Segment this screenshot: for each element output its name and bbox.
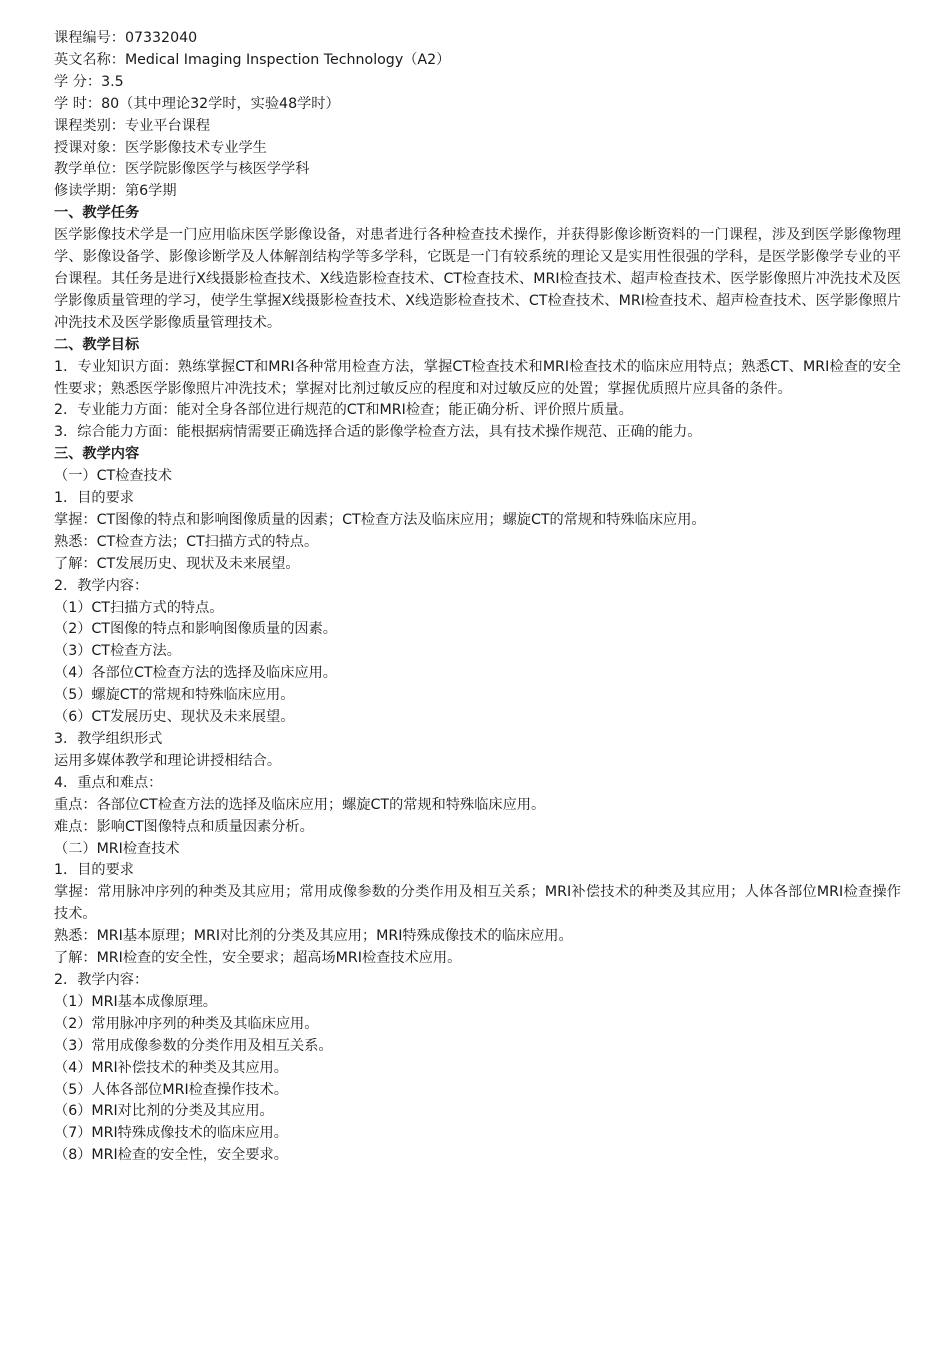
ct-understand: 了解：CT发展历史、现状及未来展望。 [54, 555, 300, 572]
ct-key-heading: 4．重点和难点： [54, 774, 163, 791]
hours: 学 时：80（其中理论32学时，实验48学时） [54, 95, 340, 112]
list-item: （7）MRI特殊成像技术的临床应用。 [54, 1125, 288, 1142]
ct-organization-heading: 3．教学组织形式 [54, 731, 163, 747]
list-item: （6）CT发展历史、现状及未来展望。 [54, 709, 295, 726]
mri-requirements-heading: 1．目的要求 [54, 862, 134, 879]
audience: 授课对象：医学影像技术专业学生 [54, 139, 267, 156]
goal-knowledge: 1．专业知识方面：熟练掌握CT和MRI各种常用检查方法，掌握CT检查技术和MRI检查技术的临床应用特点；熟悉CT、MRI检查的安全性要求；熟悉医学影像照片冲洗技术；掌握对比剂过敏反应的程度和对过敏反应的处置；掌握优质照片应具备的条件。 [54, 358, 901, 397]
ct-requirements-heading: 1．目的要求 [54, 490, 134, 507]
ct-master: 掌握：CT图像的特点和影响图像质量的因素；CT检查方法及临床应用；螺旋CT的常规和特殊临床应用。 [54, 511, 706, 528]
ct-organization-body: 运用多媒体教学和理论讲授相结合。 [54, 752, 282, 769]
section-heading-teaching-goals: 二、教学目标 [54, 336, 140, 353]
credits: 学 分：3.5 [54, 73, 124, 90]
ct-subsection-title: （一）CT检查技术 [54, 468, 172, 485]
teaching-unit: 教学单位：医学院影像医学与核医学学科 [54, 161, 310, 178]
semester: 修读学期：第6学期 [54, 183, 177, 200]
list-item: （2）常用脉冲序列的种类及其临床应用。 [54, 1015, 319, 1032]
mri-familiar: 熟悉：MRI基本原理；MRI对比剂的分类及其应用；MRI特殊成像技术的临床应用。 [54, 928, 573, 945]
list-item: （6）MRI对比剂的分类及其应用。 [54, 1103, 274, 1120]
list-item: （5）螺旋CT的常规和特殊临床应用。 [54, 687, 295, 704]
list-item: （2）CT图像的特点和影响图像质量的因素。 [54, 621, 337, 638]
ct-difficult-points: 难点：影响CT图像特点和质量因素分析。 [54, 818, 314, 835]
ct-key-points: 重点：各部位CT检查方法的选择及临床应用；螺旋CT的常规和特殊临床应用。 [54, 796, 546, 813]
list-item: （8）MRI检查的安全性，安全要求。 [54, 1147, 288, 1164]
list-item: （1）CT扫描方式的特点。 [54, 599, 224, 616]
mri-subsection-title: （二）MRI检查技术 [54, 840, 180, 857]
goal-comprehensive: 3．综合能力方面：能根据病情需要正确选择合适的影像学检查方法，具有技术操作规范、正确的能力。 [54, 424, 702, 441]
section-heading-teaching-task: 一、教学任务 [54, 205, 140, 222]
list-item: （4）MRI补偿技术的种类及其应用。 [54, 1059, 288, 1076]
list-item: （1）MRI基本成像原理。 [54, 993, 217, 1010]
list-item: （5）人体各部位MRI检查操作技术。 [54, 1081, 288, 1098]
mri-content-heading: 2．教学内容： [54, 971, 149, 988]
section-heading-teaching-content: 三、教学内容 [54, 446, 140, 463]
list-item: （3）CT检查方法。 [54, 643, 181, 660]
course-category: 课程类别：专业平台课程 [54, 117, 211, 134]
ct-content-heading: 2．教学内容： [54, 577, 149, 594]
teaching-task-body: 医学影像技术学是一门应用临床医学影像设备，对患者进行各种检查技术操作，并获得影像诊断资料的一门课程，涉及到医学影像物理学、影像设备学、影像诊断学及人体解剖结构学等多学科，它既是一门有较系统的理论又是实用性很强的学科，是医学影像学专业的平台课程。其任务是进行X线摄影检查技术、X线造影检查技术、CT检查技术、MRI检查技术、超声检查技术、医学影像照片冲洗技术及医学影像质量管理的学习，使学生掌握X线摄影检查技术、X线造影检查技术、CT检查技术、MRI检查技术、超声检查技术、医学影像照片冲洗技术及医学影像质量管理技术。 [54, 227, 901, 331]
list-item: （4）各部位CT检查方法的选择及临床应用。 [54, 665, 337, 682]
list-item: （3）常用成像参数的分类作用及相互关系。 [54, 1037, 333, 1054]
goal-ability: 2．专业能力方面：能对全身各部位进行规范的CT和MRI检查；能正确分析、评价照片质量。 [54, 402, 633, 419]
english-name: 英文名称：Medical Imaging Inspection Technology（A2） [54, 51, 451, 68]
mri-understand: 了解：MRI检查的安全性，安全要求；超高场MRI检查技术应用。 [54, 950, 462, 967]
ct-familiar: 熟悉：CT检查方法；CT扫描方式的特点。 [54, 533, 319, 550]
mri-master: 掌握：常用脉冲序列的种类及其应用；常用成像参数的分类作用及相互关系；MRI补偿技术的种类及其应用；人体各部位MRI检查操作技术。 [54, 884, 901, 923]
course-code: 课程编号：07332040 [54, 30, 198, 46]
